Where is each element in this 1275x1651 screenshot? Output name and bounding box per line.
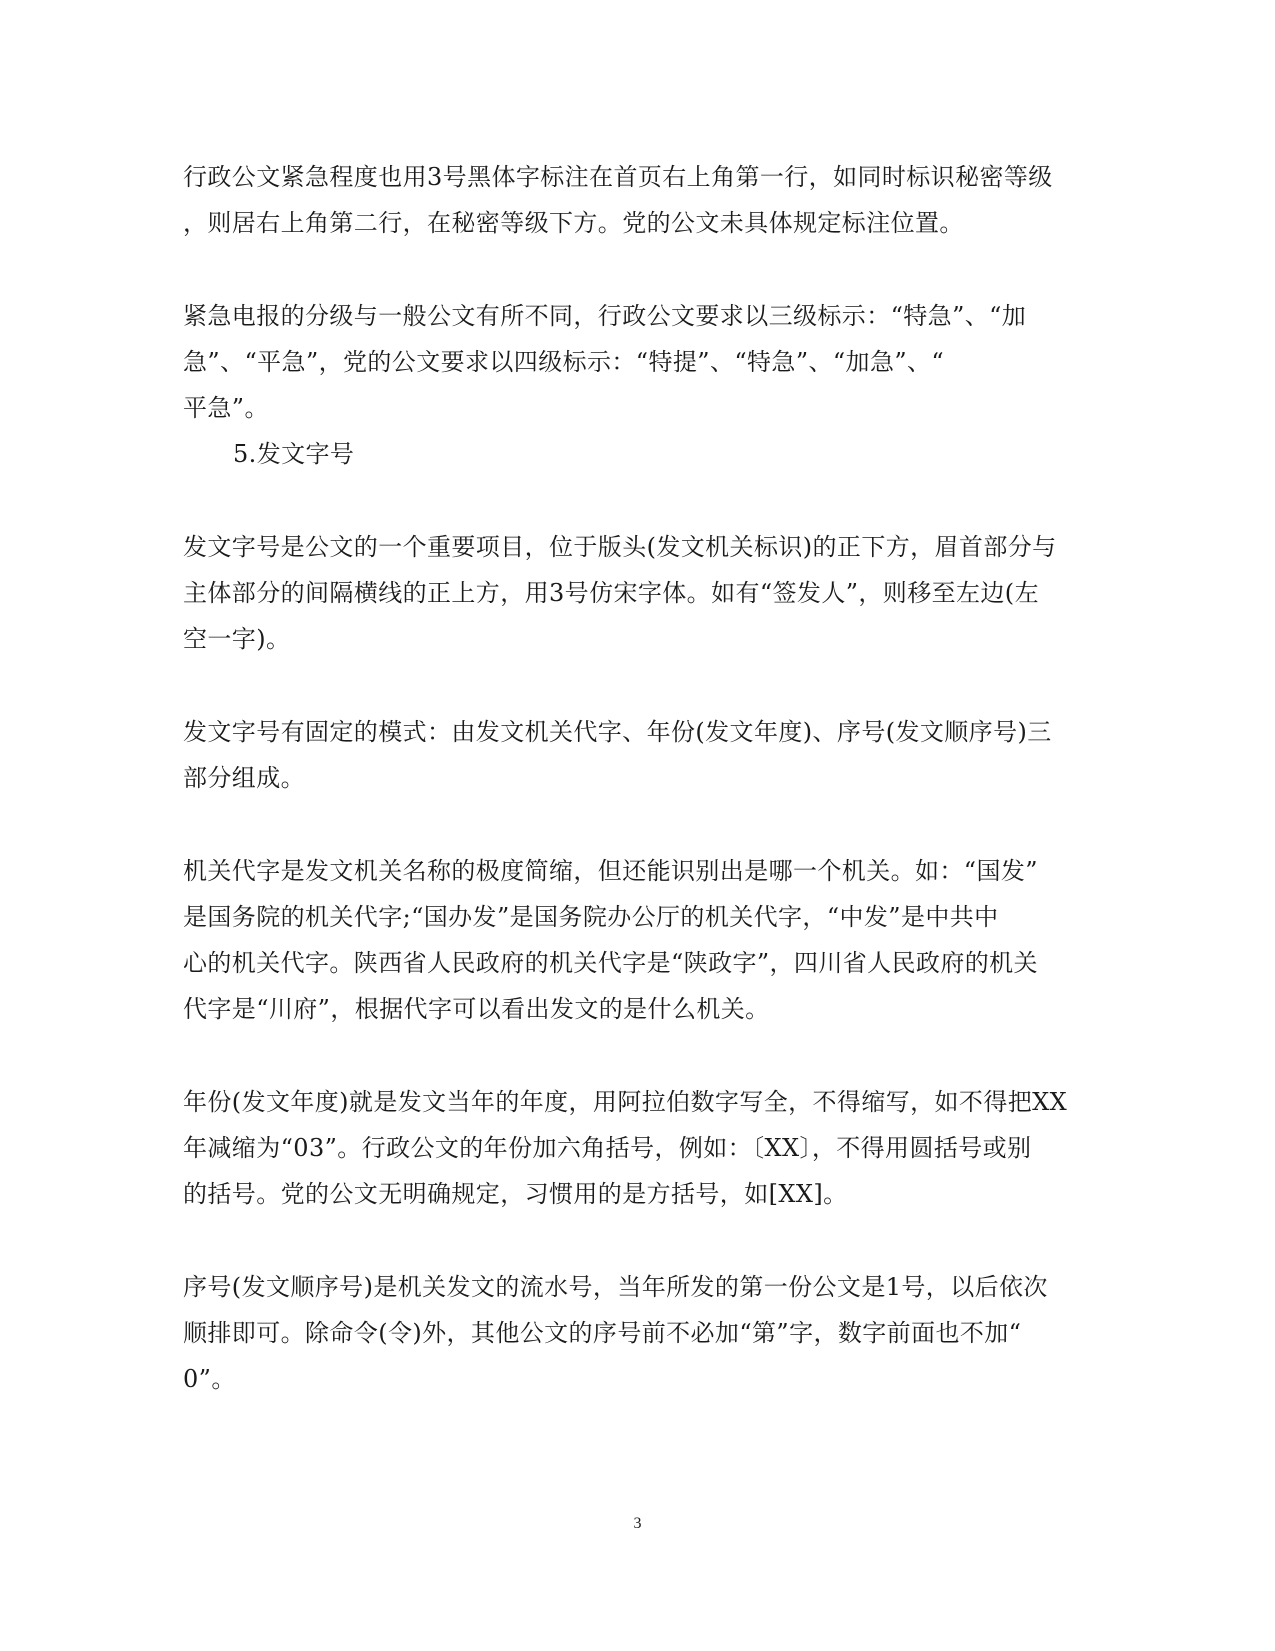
text-line: 年减缩为“03”。行政公文的年份加六角括号，例如：〔XX〕，不得用圆括号或别 — [183, 1134, 1032, 1162]
text-line: 紧急电报的分级与一般公文有所不同，行政公文要求以三级标示：“特急”、“加 — [183, 302, 1027, 330]
text-line: 主体部分的间隔横线的正上方，用3号仿宋字体。如有“签发人”，则移至左边(左 — [183, 579, 1039, 607]
text-line: 发文字号有固定的模式：由发文机关代字、年份(发文年度)、序号(发文顺序号)三 — [183, 718, 1052, 746]
text-line: 机关代字是发文机关名称的极度简缩，但还能识别出是哪一个机关。如：“国发” — [183, 857, 1038, 885]
text-line: 年份(发文年度)就是发文当年的年度，用阿拉伯数字写全，不得缩写，如不得把XX — [183, 1088, 1068, 1116]
page-number: 3 — [633, 1515, 642, 1532]
text-line: 空一字)。 — [183, 625, 291, 653]
text-line: 心的机关代字。陕西省人民政府的机关代字是“陕政字”，四川省人民政府的机关 — [183, 949, 1038, 977]
section-heading: 5.发文字号 — [233, 440, 355, 468]
text-line: 部分组成。 — [183, 764, 305, 792]
text-line: 是国务院的机关代字;“国办发”是国务院办公厅的机关代字，“中发”是中共中 — [183, 903, 999, 931]
text-line: 的括号。党的公文无明确规定，习惯用的是方括号，如[XX]。 — [183, 1180, 848, 1208]
text-line: 序号(发文顺序号)是机关发文的流水号，当年所发的第一份公文是1号，以后依次 — [183, 1273, 1048, 1301]
text-line: 0”。 — [183, 1365, 236, 1393]
text-line: 急”、“平急”，党的公文要求以四级标示：“特提”、“特急”、“加急”、“ — [183, 348, 945, 376]
text-line: 顺排即可。除命令(令)外，其他公文的序号前不必加“第”字，数字前面也不加“ — [183, 1319, 1022, 1347]
text-line: 行政公文紧急程度也用3号黑体字标注在首页右上角第一行，如同时标识秘密等级 — [183, 163, 1053, 191]
text-line: 发文字号是公文的一个重要项目，位于版头(发文机关标识)的正下方，眉首部分与 — [183, 533, 1057, 561]
text-line: 平急”。 — [183, 394, 269, 422]
text-line: ，则居右上角第二行，在秘密等级下方。党的公文未具体规定标注位置。 — [183, 209, 964, 237]
text-line: 代字是“川府”，根据代字可以看出发文的是什么机关。 — [183, 995, 770, 1023]
